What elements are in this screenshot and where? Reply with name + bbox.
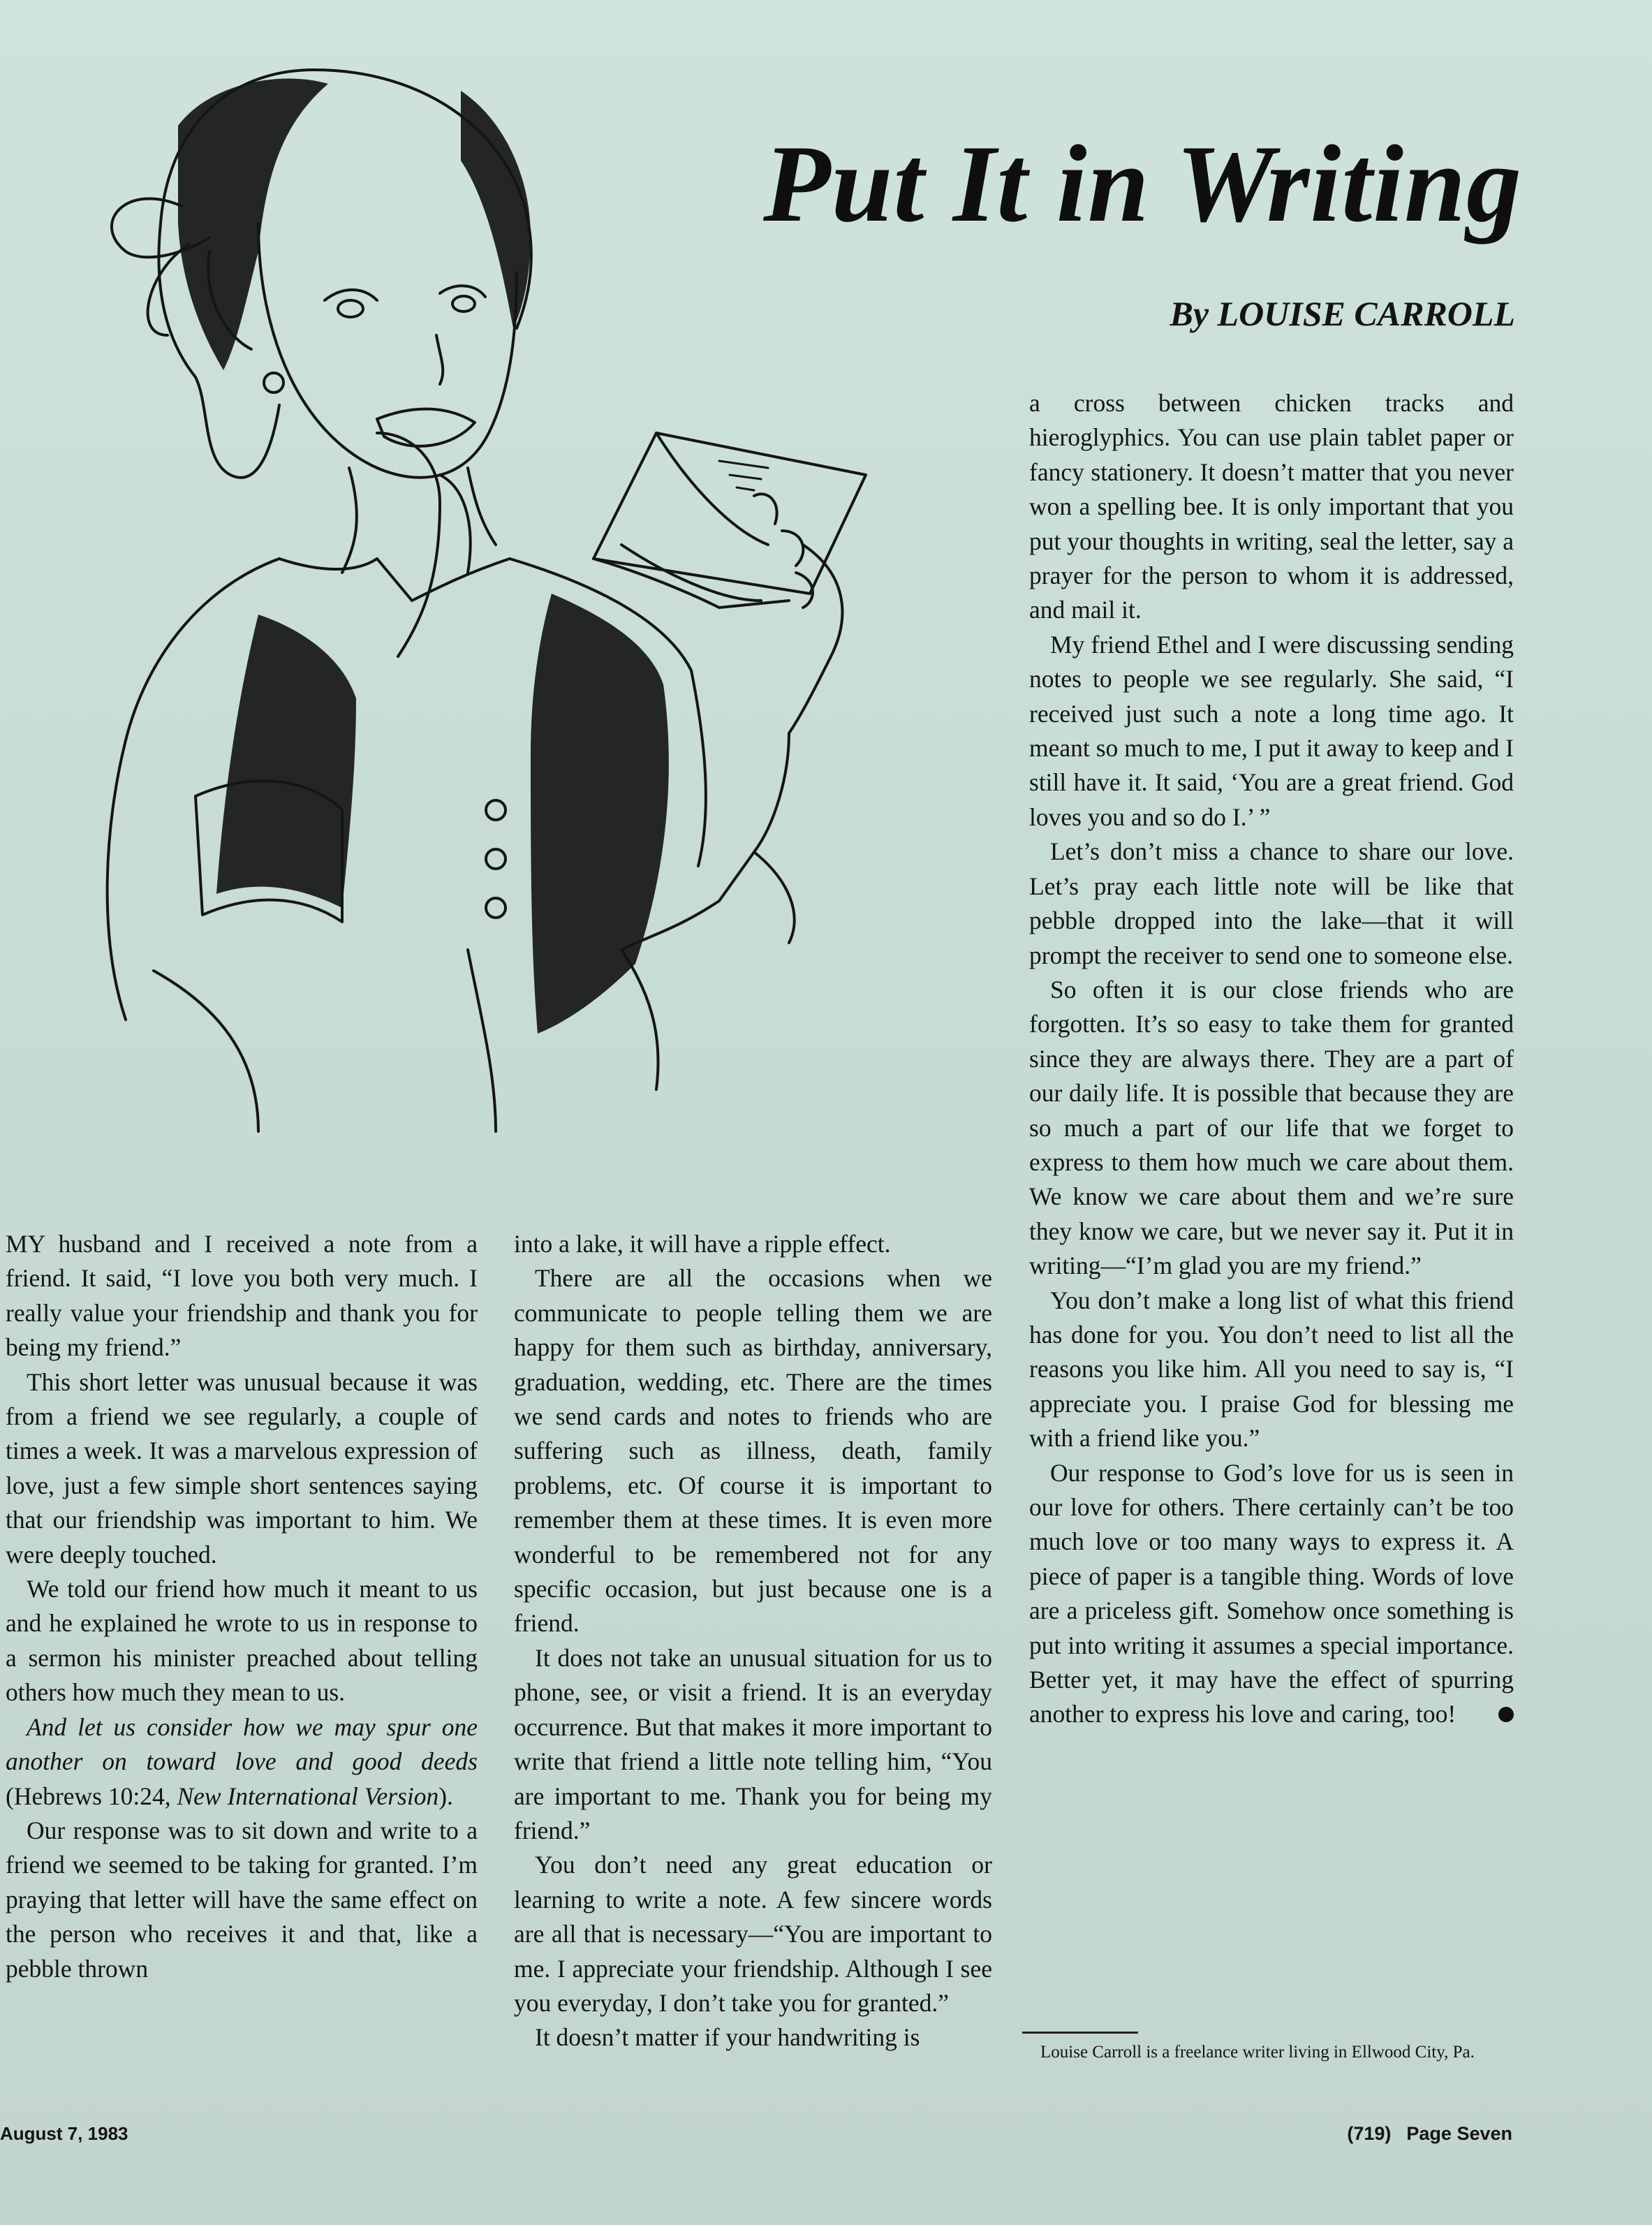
scripture-reference: (Hebrews 10:24,	[6, 1782, 177, 1810]
paragraph: MY husband and I received a note from a friend. It said, “I love you both very much. I really value your friendship and thank you for being my friend.”	[6, 1230, 478, 1362]
paragraph: a cross between chicken tracks and hieroglyphics. You can use plain tablet paper or fancy stationery. It doesn’t matter that you never won a spelling bee. It is only important that you put your thoughts in writing, seal the letter, say a prayer for the person to whom it is addressed, and mail it.	[1029, 389, 1514, 624]
bible-version: New International Version	[177, 1782, 439, 1810]
paragraph: Let’s don’t miss a chance to share our love. Let’s pray each little note will be like that pebble dropped into the lake—that it will prompt the receiver to send one to someone else.	[1029, 837, 1514, 969]
scripture-quote-paragraph	[6, 1710, 478, 1814]
issue-date: August 7, 1983	[0, 2123, 128, 2144]
page-label: Page Seven	[1406, 2123, 1512, 2144]
final-paragraph	[1029, 1456, 1514, 1732]
page-footer	[1347, 2123, 1512, 2145]
footnote-divider	[1022, 2032, 1138, 2034]
paragraph: Our response was to sit down and write to a friend we seemed to be taking for granted. I’m praying that letter will have the same effect on the person who receives it and that, like a pebble thrown	[6, 1816, 478, 1983]
paragraph: It does not take an unusual situation for us to phone, see, or visit a friend. It is an everyday occurrence. But that makes it more important to write that friend a little note telling him, “You are important to me. Thank you for being my friend.”	[514, 1643, 992, 1844]
paragraph: We told our friend how much it meant to us and he explained he wrote to us in response to a sermon his minister preached about telling others how much they mean to us.	[6, 1575, 478, 1707]
article-title: Put It in Writing	[763, 123, 1522, 245]
paragraph: into a lake, it will have a ripple effect.	[514, 1230, 891, 1258]
paragraph: You don’t need any great education or learning to write a note. A few sincere words are all that is necessary—“You are important to me. I appreciate your friendship. Although I see you everyday, I don’t take you for granted.”	[514, 1851, 992, 2017]
end-of-article-bullet-icon	[1498, 1707, 1514, 1722]
scripture-quote: And let us consider how we may spur one another on toward love and good deeds	[6, 1712, 478, 1776]
paragraph: So often it is our close friends who are forgotten. It’s so easy to take them for granted since they are always there. They are a part of our daily life. It is possible that because they are so much a part of our life that we forget to express to them how much we care about them. We know we care about them and we’re sure they know we care, but we never say it. Put it in writing—“I’m glad you are my friend.”	[1029, 975, 1514, 1280]
paragraph: It doesn’t matter if your handwriting is	[535, 2023, 920, 2052]
scripture-reference-close: ).	[438, 1782, 453, 1810]
paragraph-text: Our response to God’s love for us is seen in our love for others. There certainly can’t be too much love or too many ways to express it. A piece of paper is a tangible thing. Words of love are a priceless gift. Somehow once something is put into writing it assumes a special importance. Better yet, it may have the effect of spurring another to express his love and caring, too!	[1029, 1458, 1514, 1728]
article-column-2	[514, 1227, 992, 2055]
article-byline: By LOUISE CARROLL	[1170, 294, 1515, 333]
page-code: (719)	[1347, 2123, 1392, 2144]
paragraph: My friend Ethel and I were discussing sending notes to people we see regularly. She said, “I received just such a note a long time ago. It meant so much to me, I put it away to keep and I still have it. It said, ‘You are a great friend. God loves you and so do I.’ ”	[1029, 630, 1514, 831]
author-note: Louise Carroll is a freelance writer living in Ellwood City, Pa.	[1040, 2043, 1475, 2062]
paragraph: You don’t make a long list of what this friend has done for you. You don’t need to list all the reasons you like him. All you need to say is, “I appreciate you. I praise God for blessing me with a friend like you.”	[1029, 1286, 1514, 1453]
article-column-1	[6, 1227, 478, 1986]
paragraph: There are all the occasions when we communicate to people telling them we are happy for them such as birthday, anniversary, graduation, wedding, etc. There are the times we send cards and notes to friends who are suffering such as illness, death, family problems, etc. Of course it is important to remember them at these times. It is even more wonderful to be remembered not for any specific occasion, but just because one is a friend.	[514, 1264, 992, 1638]
paragraph: This short letter was unusual because it was from a friend we see regularly, a couple of times a week. It was a marvelous expression of love, just a few simple short sentences saying that our friendship was important to him. We were deeply touched.	[6, 1367, 478, 1569]
article-column-3	[1029, 386, 1514, 1732]
